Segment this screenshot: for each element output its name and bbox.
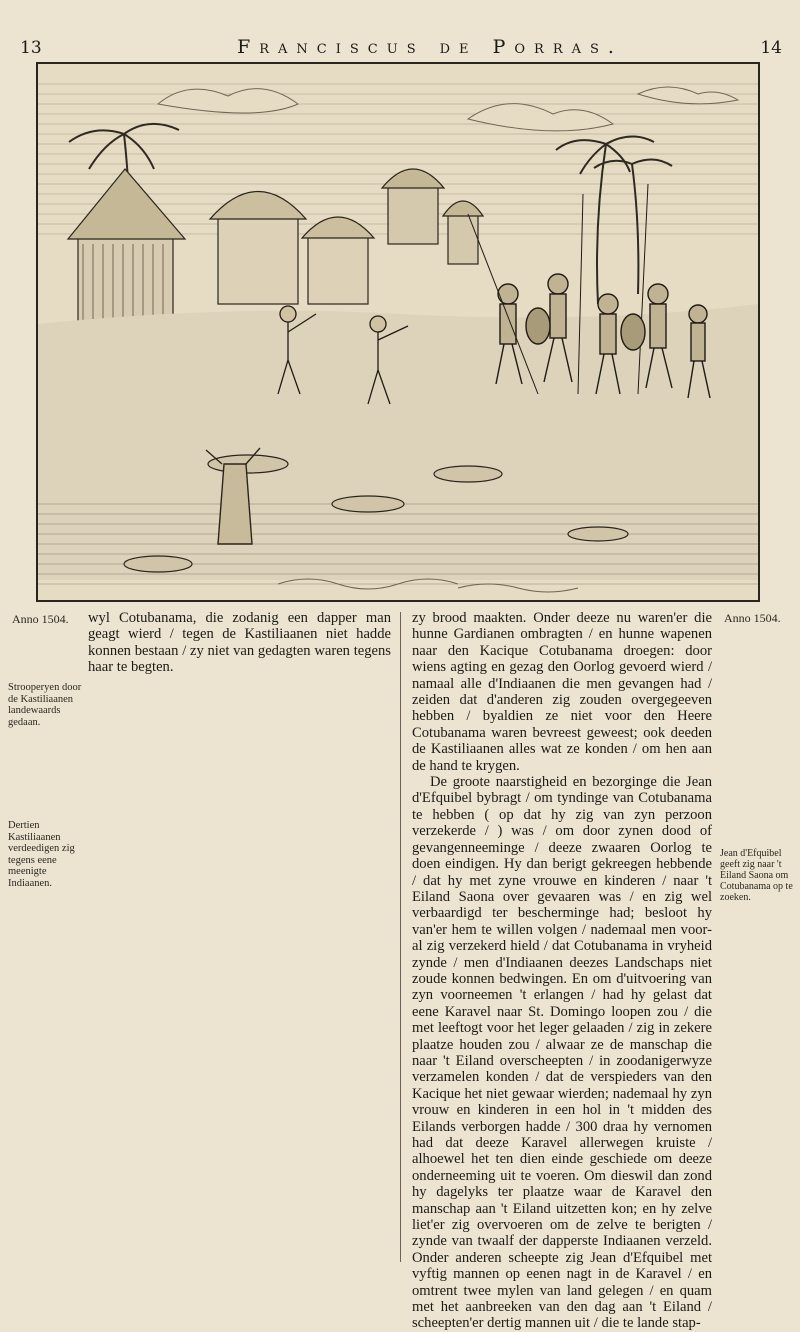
margin-note-jean: Jean d'Efquibel geeft zig naar 't Eiland Saona om Cotubanama op te zoeken. bbox=[720, 848, 793, 903]
page-number-right: 14 bbox=[760, 38, 782, 58]
running-title: Franciscus de Porras. bbox=[237, 36, 623, 58]
hut-center bbox=[210, 169, 483, 304]
right-paragraph-2: De groote naarstigheid en bezorginge die Jean d'Efquibel bybragt / om tyndinge van Cotubanama te hebben ( op dat hy zig van zyn perzoon verzekerde / ) was / om door zynen dood of gevangenneeminge / deeze zwaaren Oorlog te doen eindigen. Hy dan berigt gekreegen hebbende / dat hy met zyne vrouwe en kinderen / naar 't Eiland Saona over gevaaren was / en zig wel verbaardigd ter beschermingе had; besloot hy van'er hem te willen volgen / nademaal men voor-al zig verzekerd hield / dat Cotubanama in vryheid zynde / men d'Indiaanen deezes Landschaps niet zoude konnen bedwingen. En om d'uitvoering van zyn voorneemen 't erlangen / had hy gelast dat eene Karavel naar St. Domingo loopen zou / die met leeftogt voor het leger gelaaden / zig in zekere plaatze houden zou / alwaar ze de manschap die naar 't Eiland overscheepten / in zoodanigerwyze verzamelen konden / dat de verspieders van den Kacique het niet gewaar wierden; nademaal hy zyn vrouw en kinderen in een hol in 't midden des Eilands verborgen hadde / 300 draa hy vernomen had dat deeze Karavel allerwegen kruiste / alhoewel het ten dien einde geschiede om deeze onderneeming uit te voeren. Om dieswil dan zond hy dagelyks ter plaatze waar de Karavel den manschap aan 't Eiland uitzetten kon; en hy zelve liet'er zig overvoeren om de zelve te berigten / zynde van twaalf der dapperste Indiaanen verzeld. Onder anderen scheepte zig Jean d'Efquibel met vyftig mannen op eenen nagt in de Karavel / en omtrent twee mylen van land gelegen / en quam met het aanbreeken van den dag aan 't Eiland / scheepten'er dertig mannen uit / die te lande stap- bbox=[412, 774, 712, 1332]
running-head bbox=[0, 18, 800, 58]
left-paragraph: wyl Cotubanama, die zodanig een dapper man geagt wierd / tegen de Kastiliaanen niet hadde konnen bestaan / zy niet van gedagten waren tegens haar te begten. bbox=[88, 610, 391, 676]
engraving-illustration bbox=[36, 62, 760, 602]
margin-note-dertien: Dertien Kastiliaanen verdeedigen zig tegens eene meenigte Indiaanen. bbox=[8, 820, 75, 889]
right-paragraph-1: zy brood maakten. Onder deeze nu waren'er die hunne Gardianen ombragten / en hunne wapenen naar den Kacique Cotubanama droegen: door wiens agting en gezag den Oorlog gevoerd wierd / namaal alle d'Indiaanen die men gevangen had / zeiden dat d'anderen zig zouden overgegeeven hebben / byaldien ze niet voor den Heere Cotubanama waren bevreest geweest; ook deeden de Kastiliaanen alles wat ze konden / om hen aan de hand te krygen. bbox=[412, 610, 712, 774]
text-column-left bbox=[88, 610, 391, 1270]
foreground-lines bbox=[278, 579, 578, 592]
clouds bbox=[158, 87, 738, 131]
text-column-right bbox=[412, 610, 712, 1332]
column-divider bbox=[400, 612, 401, 1262]
battle-scene-engraving bbox=[38, 64, 758, 600]
page-number-left: 13 bbox=[20, 38, 42, 58]
margin-year-right: Anno 1504. bbox=[724, 611, 781, 625]
margin-year-left: Anno 1504. bbox=[12, 612, 69, 626]
margin-note-strooperyen: Strooperyen door de Kastiliaanen landewaards gedaan. bbox=[8, 682, 82, 728]
